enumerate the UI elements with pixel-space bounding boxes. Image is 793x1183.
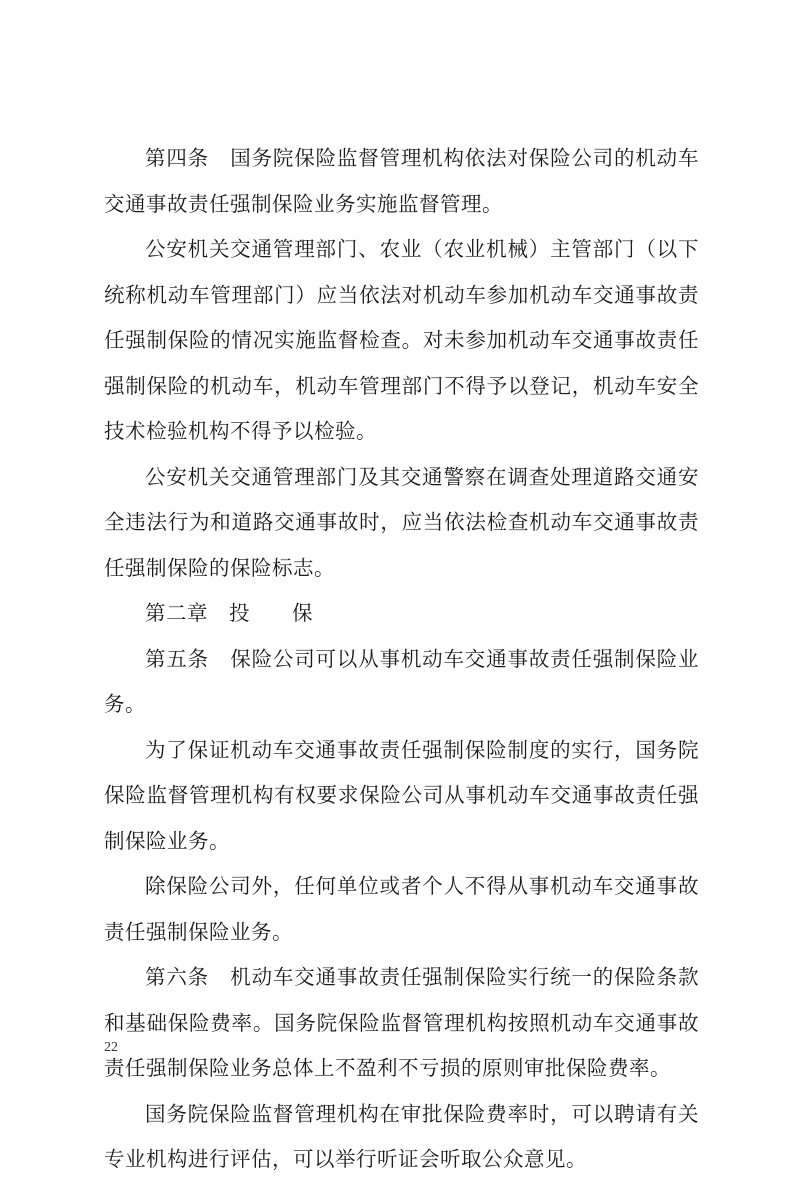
traffic-department-supervision-paragraph: 公安机关交通管理部门、农业（农业机械）主管部门（以下统称机动车管理部门）应当依法对机动车参加机动车交通事故责任强制保险的情况实施监督检查。对未参加机动车交通事故责任强制保险的机动车，机动车管理部门不得予以登记，机动车安全技术检验机构不得予以检验。	[104, 237, 699, 443]
page-number: 22	[104, 1040, 118, 1055]
document-body	[104, 136, 699, 1183]
article-6-paragraph: 第六条 机动车交通事故责任强制保险实行统一的保险条款和基础保险费率。国务院保险监督管理机构按照机动车交通事故责任强制保险业务总体上不盈利不亏损的原则审批保险费率。	[104, 965, 699, 1080]
insurer-requirement-paragraph: 为了保证机动车交通事故责任强制保险制度的实行，国务院保险监督管理机构有权要求保险公司从事机动车交通事故责任强制保险业务。	[104, 737, 699, 853]
exclusive-business-paragraph: 除保险公司外，任何单位或者个人不得从事机动车交通事故责任强制保险业务。	[104, 874, 699, 944]
chapter-2-heading: 第二章 投 保	[145, 601, 313, 625]
article-5-paragraph: 第五条 保险公司可以从事机动车交通事故责任强制保险业务。	[104, 646, 699, 716]
article-4-paragraph: 第四条 国务院保险监督管理机构依法对保险公司的机动车交通事故责任强制保险业务实施监督管理。	[104, 146, 699, 216]
rate-approval-paragraph: 国务院保险监督管理机构在审批保险费率时，可以聘请有关专业机构进行评估，可以举行听证会听取公众意见。	[104, 1101, 699, 1171]
traffic-police-inspection-paragraph: 公安机关交通管理部门及其交通警察在调查处理道路交通安全违法行为和道路交通事故时，应当依法检查机动车交通事故责任强制保险的保险标志。	[104, 464, 699, 580]
